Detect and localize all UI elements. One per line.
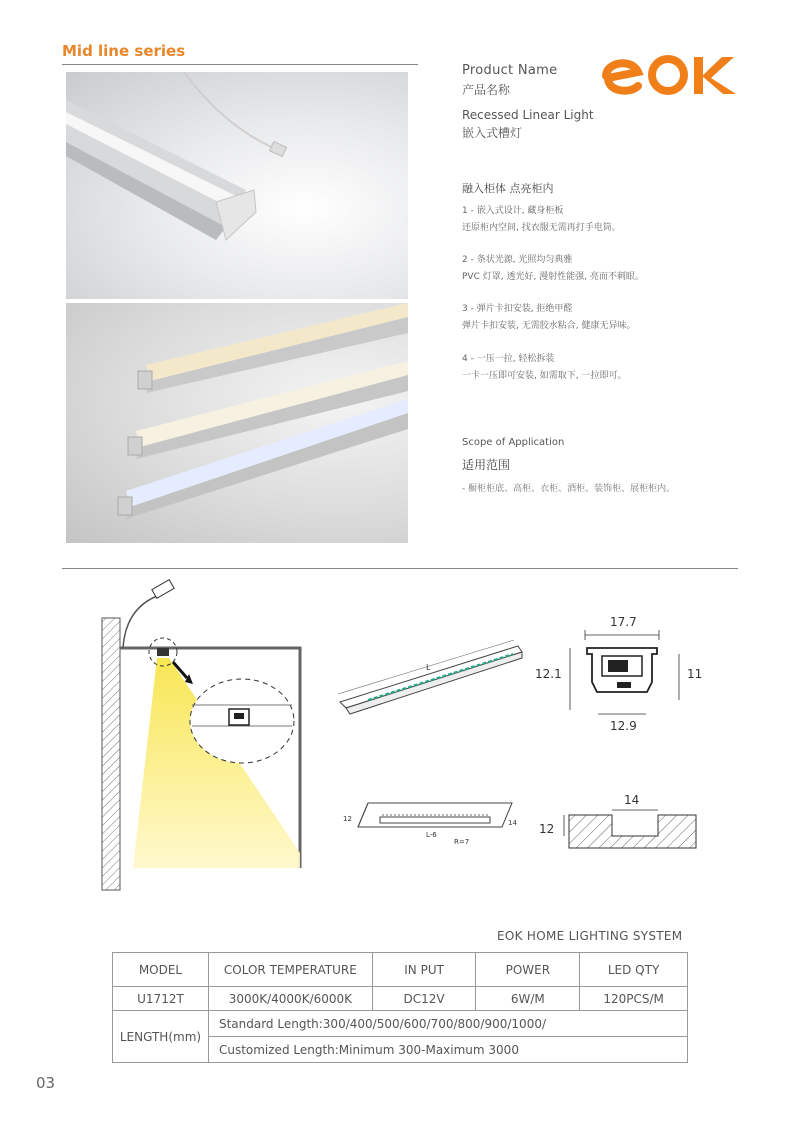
feature-item <box>462 252 762 286</box>
spec-table <box>112 952 688 1063</box>
product-name-label-en: Product Name <box>462 63 558 78</box>
installation-diagram <box>95 578 310 893</box>
system-title: EOK HOME LIGHTING SYSTEM <box>497 929 683 943</box>
side-radius-dim: R=7 <box>454 838 470 846</box>
cut-width-dim: 14 <box>624 793 640 807</box>
feature-desc: 还原柜内空间, 找衣服无需再打手电筒。 <box>462 223 621 233</box>
feature-item <box>462 301 762 335</box>
feature-desc: PVC 灯罩, 透光好, 漫射性能强, 亮而不刺眼。 <box>462 272 644 282</box>
profile-perspective-drawing <box>338 640 528 720</box>
product-name-en: Recessed Linear Light <box>462 108 594 122</box>
product-name-cn: 嵌入式槽灯 <box>462 126 523 140</box>
table-header-row <box>113 953 688 987</box>
feature-item <box>462 351 762 385</box>
scope-label-en: Scope of Application <box>462 437 565 448</box>
cell-custom-length: Customized Length:Minimum 300-Maximum 3000 <box>208 1037 687 1063</box>
dim-bottom: 12.9 <box>610 719 637 733</box>
series-title: Mid line series <box>62 42 186 60</box>
feature-title: 3 - 弹片卡扣安装, 拒绝甲醛 <box>462 304 573 314</box>
profile-side-drawing <box>340 797 525 857</box>
header-power: POWER <box>476 953 580 987</box>
slogan: 融入柜体 点亮柜内 <box>462 182 554 195</box>
product-photo-single <box>66 72 408 299</box>
header-led-qty: LED QTY <box>580 953 688 987</box>
feature-title: 1 - 嵌入式设计, 藏身柜板 <box>462 206 564 216</box>
page-number: 03 <box>36 1074 56 1092</box>
header-model: MODEL <box>113 953 209 987</box>
eok-logo <box>598 52 738 98</box>
cell-input: DC12V <box>372 987 476 1011</box>
dim-right: 11 <box>687 667 703 681</box>
header-input: IN PUT <box>372 953 476 987</box>
product-photo-color-temps <box>66 303 408 543</box>
cell-model: U1712T <box>113 987 209 1011</box>
header-color-temperature: COLOR TEMPERATURE <box>208 953 372 987</box>
cell-led-qty: 120PCS/M <box>580 987 688 1011</box>
feature-title: 2 - 条状光源, 光照均匀典雅 <box>462 255 573 265</box>
cell-standard-length: Standard Length:300/400/500/600/700/800/900/1000/ <box>208 1011 687 1037</box>
dim-left: 12.1 <box>535 667 562 681</box>
header-divider <box>62 64 418 65</box>
side-left-dim: 12 <box>343 815 352 823</box>
cell-length-label: LENGTH(mm) <box>113 1011 209 1063</box>
feature-desc: 一卡一压即可安装, 如需取下, 一拉即可。 <box>462 371 627 381</box>
feature-title: 4 - 一压一拉, 轻松拆装 <box>462 354 555 364</box>
side-right-dim: 14 <box>508 819 517 827</box>
feature-desc: 弹片卡扣安装, 无需胶水粘合, 健康无异味。 <box>462 321 636 331</box>
dim-top: 17.7 <box>610 615 637 629</box>
cell-power: 6W/M <box>476 987 580 1011</box>
cross-section-drawing <box>532 610 712 740</box>
scope-label-cn: 适用范围 <box>462 458 511 472</box>
table-row <box>113 1011 688 1037</box>
cutout-drawing <box>534 788 704 853</box>
cell-color-temperature: 3000K/4000K/6000K <box>208 987 372 1011</box>
section-divider <box>62 568 738 569</box>
cut-depth-dim: 12 <box>539 822 555 836</box>
feature-item <box>462 203 762 237</box>
table-row <box>113 987 688 1011</box>
side-length-dim: L-6 <box>426 831 437 839</box>
length-label: L <box>426 663 431 672</box>
scope-items: - 橱柜柜底、高柜、衣柜、酒柜、装饰柜、展柜柜内。 <box>462 484 676 494</box>
product-name-label-cn: 产品名称 <box>462 83 511 97</box>
